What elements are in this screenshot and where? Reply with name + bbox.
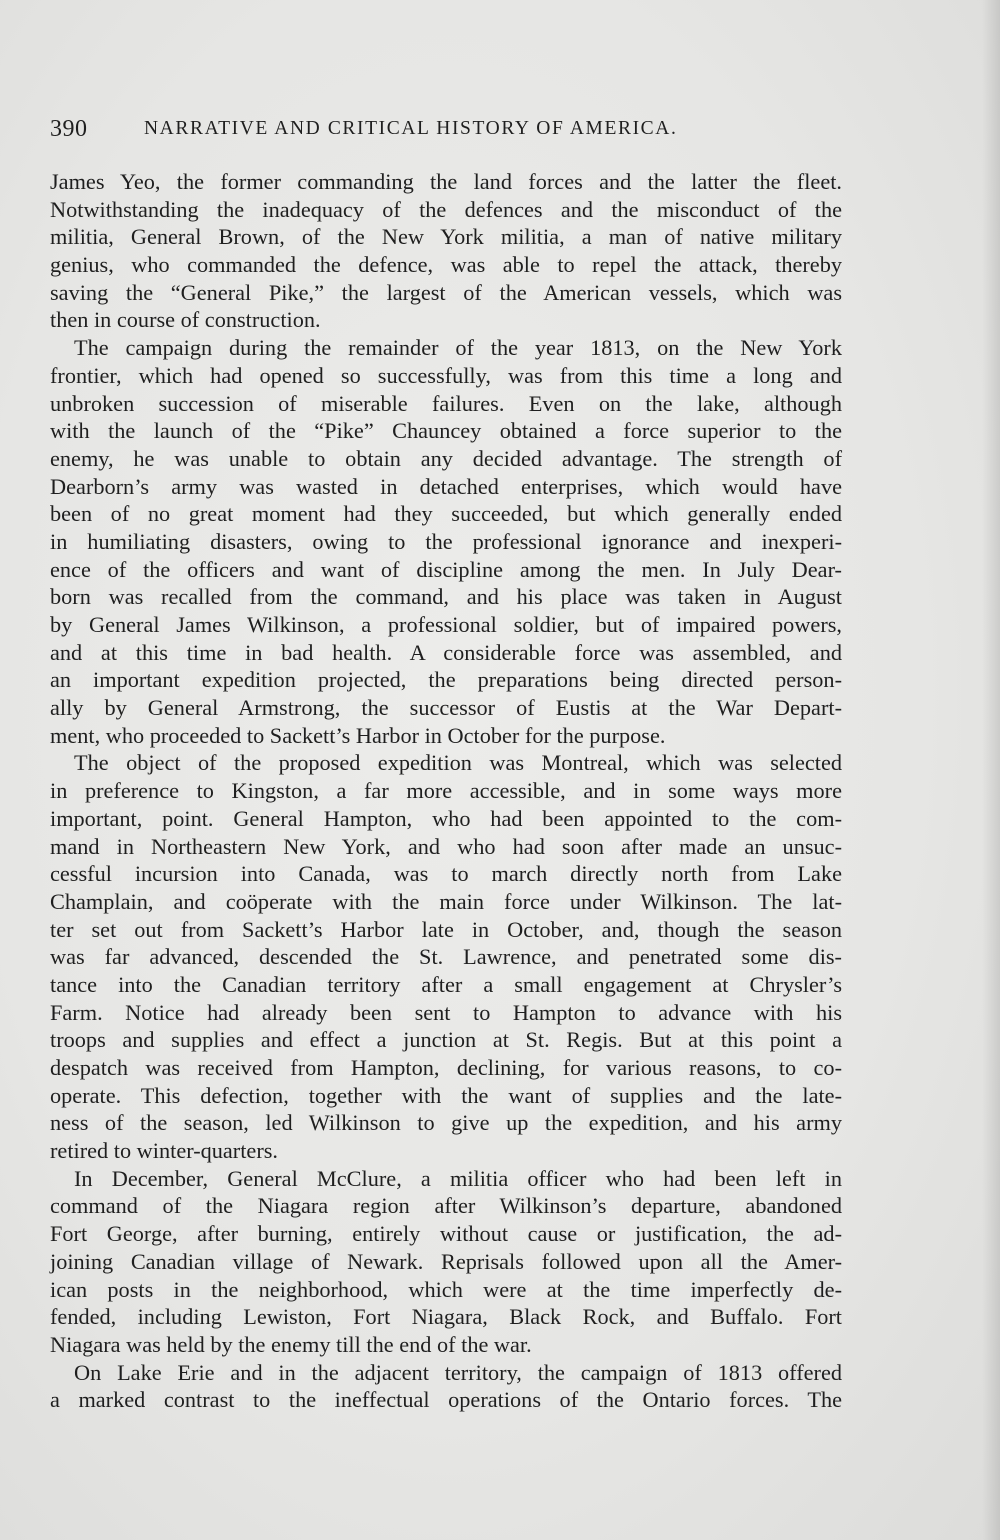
text-line: troops and supplies and effect a junction at St. Regis. But at this point a: [50, 1027, 842, 1053]
text-line: tance into the Canadian territory after a small engagement at Chrysler’s: [50, 971, 842, 997]
text-line: The object of the proposed expedition was Montreal, which was selected: [74, 750, 842, 776]
text-line: fended, including Lewiston, Fort Niagara, Black Rock, and Buffalo. Fort: [50, 1304, 842, 1330]
text-line: ally by General Armstrong, the successor of Eustis at the War Depart-: [50, 695, 842, 721]
text-line: mand in Northeastern New York, and who had soon after made an unsuc-: [50, 833, 842, 859]
text-line: Farm. Notice had already been sent to Hampton to advance with his: [50, 999, 842, 1025]
body-text: [50, 168, 842, 1414]
running-title: NARRATIVE AND CRITICAL HISTORY OF AMERICA.: [144, 118, 678, 139]
text-line: and at this time in bad health. A considerable force was assembled, and: [50, 639, 842, 665]
text-line: ment, who proceeded to Sackett’s Harbor in October for the purpose.: [50, 722, 666, 748]
text-line: important, point. General Hampton, who had been appointed to the com-: [50, 805, 842, 831]
text-line: militia, General Brown, of the New York militia, a man of native military: [50, 224, 842, 250]
text-line: an important expedition projected, the preparations being directed person-: [50, 667, 842, 693]
text-line: been of no great moment had they succeeded, but which generally ended: [50, 501, 842, 527]
text-line: in humiliating disasters, owing to the professional ignorance and inexperi-: [50, 528, 842, 554]
text-line: in preference to Kingston, a far more accessible, and in some ways more: [50, 778, 842, 804]
text-line: genius, who commanded the defence, was able to repel the attack, thereby: [50, 252, 842, 278]
text-line: ter set out from Sackett’s Harbor late in October, and, though the season: [50, 916, 842, 942]
text-line: Fort George, after burning, entirely without cause or justification, the ad-: [50, 1221, 842, 1247]
text-line: then in course of construction.: [50, 307, 321, 333]
text-line: ican posts in the neighborhood, which were at the time imperfectly de-: [50, 1276, 842, 1302]
text-line: ness of the season, led Wilkinson to give up the expedition, and his army: [50, 1110, 842, 1136]
text-line: despatch was received from Hampton, declining, for various reasons, to co-: [50, 1055, 842, 1080]
text-line: a marked contrast to the ineffectual operations of the Ontario forces. The: [50, 1387, 842, 1413]
text-line: frontier, which had opened so successfully, was from this time a long and: [50, 362, 842, 388]
text-line: operate. This defection, together with the want of supplies and the late-: [50, 1082, 842, 1108]
text-line: Dearborn’s army was wasted in detached enterprises, which would have: [50, 473, 842, 499]
text-line: joining Canadian village of Newark. Reprisals followed upon all the Amer-: [50, 1248, 842, 1274]
text-line: cessful incursion into Canada, was to march directly north from Lake: [50, 861, 842, 887]
page-edge-shadow: [982, 0, 1000, 1540]
text-line: command of the Niagara region after Wilkinson’s departure, abandoned: [50, 1193, 842, 1219]
text-line: unbroken succession of miserable failures. Even on the lake, although: [50, 390, 842, 416]
text-line: ence of the officers and want of discipline among the men. In July Dear-: [50, 556, 842, 582]
text-line: born was recalled from the command, and his place was taken in August: [50, 584, 842, 610]
text-line: saving the “General Pike,” the largest of the American vessels, which was: [50, 279, 842, 305]
text-line: was far advanced, descended the St. Lawrence, and penetrated some dis-: [50, 944, 842, 970]
text-line: In December, General McClure, a militia officer who had been left in: [74, 1165, 842, 1191]
text-line: On Lake Erie and in the adjacent territory, the campaign of 1813 offered: [74, 1359, 842, 1385]
text-line: Niagara was held by the enemy till the end of the war.: [50, 1331, 532, 1357]
text-line: by General James Wilkinson, a professional soldier, but of impaired powers,: [50, 612, 842, 637]
page-header: [50, 116, 850, 156]
text-line: Notwithstanding the inadequacy of the defences and the misconduct of the: [50, 196, 842, 222]
text-line: retired to winter-quarters.: [50, 1138, 278, 1164]
text-line: James Yeo, the former commanding the land forces and the latter the fleet.: [50, 169, 842, 194]
text-line: The campaign during the remainder of the year 1813, on the New York: [74, 335, 842, 361]
page-number: 390: [50, 116, 88, 142]
text-line: with the launch of the “Pike” Chauncey obtained a force superior to the: [50, 418, 842, 444]
text-line: enemy, he was unable to obtain any decided advantage. The strength of: [50, 445, 842, 471]
text-line: Champlain, and coöperate with the main force under Wilkinson. The lat-: [50, 888, 842, 914]
